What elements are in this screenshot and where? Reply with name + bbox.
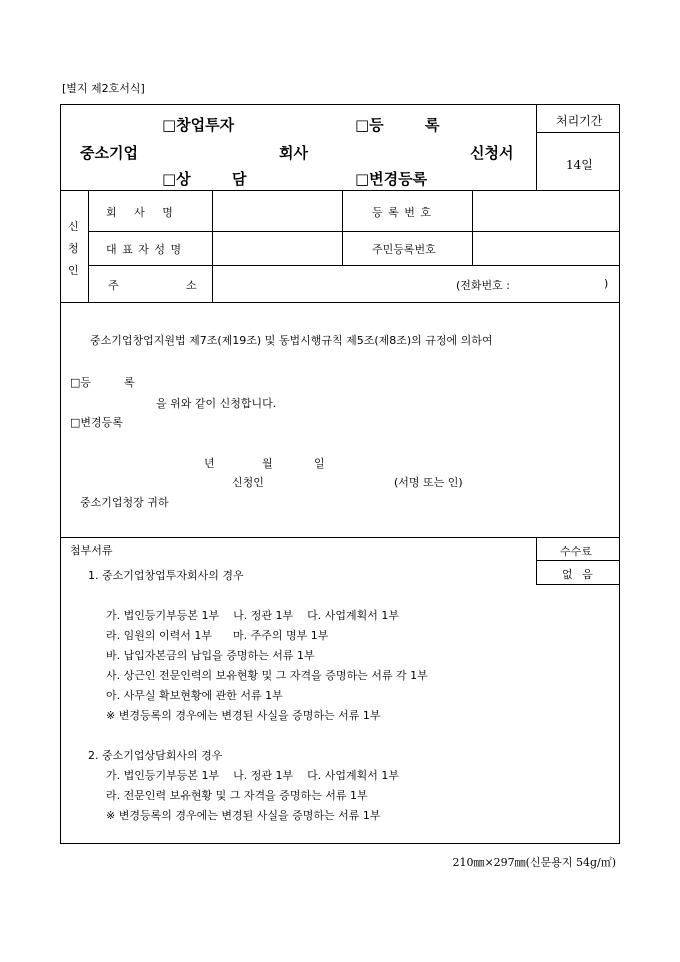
option-consult: □상 [162,170,191,188]
processing-column-line [536,104,537,190]
resident-number-label: 주민등록번호 [372,243,436,256]
resident-number-field[interactable] [476,235,616,261]
date-year: 년 [204,457,215,470]
side-label-3: 인 [68,264,79,277]
section2-item: 가. 법인등기부등본 1부 나. 정관 1부 다. 사업계획서 1부 [106,769,399,782]
sign-or-seal-label: (서명 또는 인) [394,476,463,489]
check-change[interactable]: □변경등록 [70,416,123,429]
fee-label: 수수료 [560,545,592,558]
processing-divider [536,132,620,133]
section1-item: 가. 법인등기부등본 1부 나. 정관 1부 다. 사업계획서 1부 [106,609,399,622]
representative-name-label: 대 표 자 성 명 [106,243,182,256]
fee-column-line [536,537,537,584]
applicant-signature-label: 신청인 [232,476,264,489]
attachments-title: 첨부서류 [70,544,113,557]
side-label-column-line [88,190,89,302]
company-word: 회사 [279,144,308,162]
form-label: [별지 제2호서식] [62,82,145,95]
section2-note: ※ 변경등록의 경우에는 변경된 사실을 증명하는 서류 1부 [106,809,381,822]
date-day: 일 [314,457,325,470]
side-label-2: 청 [68,242,79,255]
company-name-label: 회 사 명 [106,206,173,219]
paper-size-note: 210㎜×297㎜(신문용지 54g/㎡) [452,856,616,869]
section1-item: 바. 납입자본금의 납입을 증명하는 서류 1부 [106,649,315,662]
middle-column-line [342,190,343,265]
representative-name-field[interactable] [216,235,338,261]
section1-item: 아. 사무실 확보현황에 관한 서류 1부 [106,689,283,702]
section1-title: 1. 중소기업창업투자회사의 경우 [88,569,244,582]
apply-sentence: 을 위와 같이 신청합니다. [156,397,277,410]
section1-item: 사. 상근인 전문인력의 보유현황 및 그 자격을 증명하는 서류 각 1부 [106,669,428,682]
section2-item: 라. 전문인력 보유현황 및 그 자격을 증명하는 서류 1부 [106,789,368,802]
applicant-bottom-line [60,302,620,303]
fee-value: 없 음 [562,568,593,581]
option-invest: □창업투자 [162,116,235,134]
option-consult-2: 담 [232,170,247,188]
right-label-column-line [472,190,473,265]
option-change: □변경등록 [355,170,428,188]
processing-period-value: 14일 [566,158,593,172]
header-bottom-line [60,190,620,191]
option-register: □등 [355,116,384,134]
fee-bottom-line [536,584,620,585]
application-word: 신청서 [470,144,514,162]
section1-note: ※ 변경등록의 경우에는 변경된 사실을 증명하는 서류 1부 [106,709,381,722]
company-name-field[interactable] [216,198,338,226]
label-column-line [212,190,213,302]
recipient: 중소기업청장 귀하 [80,496,169,509]
row-line-2 [88,265,620,266]
option-register-2: 록 [425,116,440,134]
company-prefix: 중소기업 [80,144,138,162]
side-label-1: 신 [68,220,79,233]
processing-period-label: 처리기간 [556,114,603,128]
phone-close: ) [604,277,609,290]
statement-text: 중소기업창업지원법 제7조(제19조) 및 동법시행규칙 제5조(제8조)의 규정에 의하여 [90,334,493,347]
section2-title: 2. 중소기업상담회사의 경우 [88,749,223,762]
date-month: 월 [262,457,273,470]
registration-number-label: 등 록 번 호 [372,206,431,219]
fee-divider [536,560,620,561]
row-line-1 [88,231,620,232]
address-label-2: 소 [186,279,197,292]
check-register[interactable]: □등 [70,376,92,389]
section1-item: 라. 임원의 이력서 1부 마. 주주의 명부 1부 [106,629,329,642]
registration-number-field[interactable] [476,198,616,226]
check-register-2: 록 [124,376,135,389]
address-label-1: 주 [108,279,119,292]
phone-label: (전화번호 : [456,279,510,292]
